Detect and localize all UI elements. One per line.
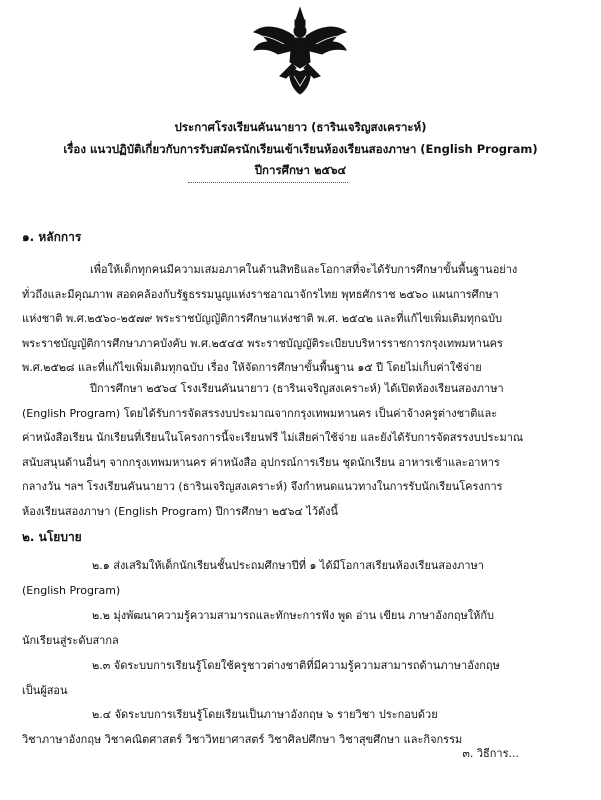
- announcement-title: ประกาศโรงเรียนคันนายาว (ธารินเจริญสงเคราะห์): [174, 120, 427, 134]
- policy-item-2-2: [22, 604, 577, 653]
- continued-marker: ๓. วิธีการ...: [462, 747, 519, 760]
- paragraph-line: ห้องเรียนสองภาษา (English Program) ปีการศึกษา ๒๕๖๔ ไว้ดังนี้: [22, 504, 339, 518]
- paragraph-line: เป็นผู้สอน: [22, 683, 68, 697]
- paragraph-line: นักเรียนสู่ระดับสากล: [22, 633, 119, 647]
- policy-item-2-1: [22, 554, 577, 603]
- section2-heading: ๒. นโยบาย: [22, 530, 82, 544]
- garuda-emblem-icon: [250, 6, 350, 96]
- paragraph-line: พ.ศ.๒๕๒๘ และที่แก้ไขเพิ่มเติมทุกฉบับ เรื่อง ให้จัดการศึกษาขั้นพื้นฐาน ๑๕ ปี โดยไม่เก็บค่าใช้จ่าย: [22, 361, 482, 374]
- title-separator: [188, 182, 348, 183]
- paragraph-line: ทั่วถึงและมีคุณภาพ สอดคล้องกับรัฐธรรมนูญแห่งราชอาณาจักรไทย พุทธศักราช ๒๕๖๐ แผนการศึกษา: [22, 287, 499, 301]
- paragraph-line: สนับสนุนด้านอื่นๆ จากกรุงเทพมหานคร ค่าหนังสือ อุปกรณ์การเรียน ชุดนักเรียน อาหารเช้าและอาหาร: [22, 455, 500, 469]
- paragraph-line: ค่าหนังสือเรียน นักเรียนที่เรียนในโครงการนี้จะเรียนฟรี ไม่เสียค่าใช้จ่าย และยังได้รับการจัดสรรงบประมาณ: [22, 431, 524, 444]
- paragraph-line: วิชาภาษาอังกฤษ วิชาคณิตศาสตร์ วิชาวิทยาศาสตร์ วิชาศิลปศึกษา วิชาสุขศึกษา และกิจกรรม: [22, 732, 463, 746]
- paragraph-line: ๒.๒ มุ่งพัฒนาความรู้ความสามารถและทักษะการฟัง พูด อ่าน เขียน ภาษาอังกฤษให้กับ: [92, 609, 495, 622]
- paragraph-line: ๒.๓ จัดระบบการเรียนรู้โดยใช้ครูชาวต่างชาติที่มีความรู้ความสามารถด้านภาษาอังกฤษ: [92, 659, 500, 672]
- paragraph-line: (English Program): [22, 583, 121, 597]
- section1-heading: ๑. หลักการ: [22, 230, 82, 244]
- paragraph-line: (English Program) โดยได้รับการจัดสรรงบประมาณจากกรุงเทพมหานคร เป็นค่าจ้างครูต่างชาติและ: [22, 406, 498, 420]
- section1-paragraph2: [22, 377, 577, 524]
- paragraph-line: เพื่อให้เด็กทุกคนมีความเสมอภาคในด้านสิทธิและโอกาสที่จะได้รับการศึกษาขั้นพื้นฐานอย่าง: [90, 263, 518, 276]
- section1-paragraph1: [22, 258, 577, 381]
- announcement-subject: เรื่อง แนวปฏิบัติเกี่ยวกับการรับสมัครนักเรียนเข้าเรียนห้องเรียนสองภาษา (English Program): [63, 142, 538, 156]
- policy-item-2-3: [22, 654, 577, 703]
- academic-year: ปีการศึกษา ๒๕๖๔: [254, 163, 347, 177]
- paragraph-line: ๒.๔ จัดระบบการเรียนรู้โดยเรียนเป็นภาษาอังกฤษ ๖ รายวิชา ประกอบด้วย: [92, 708, 438, 721]
- paragraph-line: กลางวัน ฯลฯ โรงเรียนคันนายาว (ธารินเจริญสงเคราะห์) จึงกำหนดแนวทางในการรับนักเรียนโครงการ: [22, 480, 503, 493]
- paragraph-line: แห่งชาติ พ.ศ.๒๕๖๐-๒๕๗๙ พระราชบัญญัติการศึกษาแห่งชาติ พ.ศ. ๒๕๔๒ และที่แก้ไขเพิ่มเติมทุกฉบับ: [22, 312, 503, 325]
- paragraph-line: พระราชบัญญัติการศึกษาภาคบังคับ พ.ศ.๒๕๔๕ พระราชบัญญัติระเบียบบริหารราชการกรุงเทพมหานคร: [22, 336, 503, 350]
- paragraph-line: ๒.๑ ส่งเสริมให้เด็กนักเรียนชั้นประถมศึกษาปีที่ ๑ ได้มีโอกาสเรียนห้องเรียนสองภาษา: [92, 559, 484, 572]
- paragraph-line: ปีการศึกษา ๒๕๖๔ โรงเรียนคันนายาว (ธารินเจริญสงเคราะห์) ได้เปิดห้องเรียนสองภาษา: [90, 382, 504, 395]
